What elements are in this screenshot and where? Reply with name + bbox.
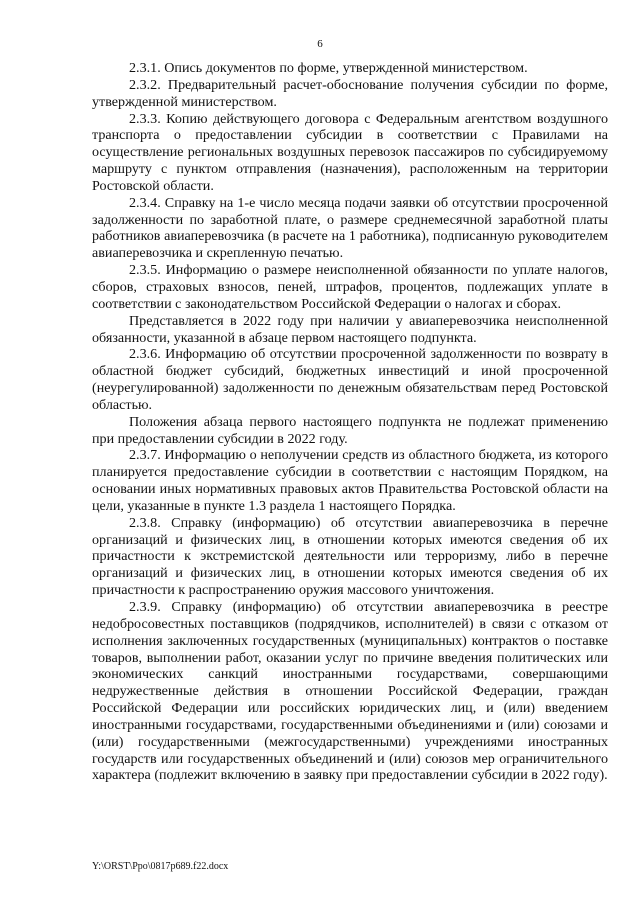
paragraph-2-3-4: 2.3.4. Справку на 1-е число месяца подачи заявки об отсутствии просроченной задолженности по заработной плате, о размере среднемесячной заработной платы работников авиаперевозчика (в расчете на 1 работника), подписанную руководителем авиаперевозчика и скрепленную печатью.	[92, 194, 608, 262]
paragraph-2-3-3: 2.3.3. Копию действующего договора с Федеральным агентством воздушного транспорта о предоставлении субсидии в соответствии с Правилами на осуществление региональных воздушных перевозок пассажиров по субсидируемому маршруту с пунктом отправления (назначения), расположенным на территории Ростовской области.	[92, 110, 608, 194]
paragraph-2-3-5: 2.3.5. Информацию о размере неисполненной обязанности по уплате налогов, сборов, страховых взносов, пеней, штрафов, процентов, подлежащих уплате в соответствии с законодательством Российской Федерации о налогах и сборах.	[92, 262, 608, 312]
paragraph-2-3-1: 2.3.1. Опись документов по форме, утвержденной министерством.	[129, 60, 528, 76]
paragraph-2-3-6-note: Положения абзаца первого настоящего подпункта не подлежат применению при предоставлении субсидии в 2022 году.	[92, 413, 608, 447]
paragraph-2-3-5-note: Представляется в 2022 году при наличии у авиаперевозчика неисполненной обязанности, указанной в абзаце первом настоящего подпункта.	[92, 312, 608, 346]
document-body	[92, 60, 608, 784]
paragraph-2-3-9: 2.3.9. Справку (информацию) об отсутствии авиаперевозчика в реестре недобросовестных поставщиков (подрядчиков, исполнителей) в связи с отказом от исполнения заключенных государственных (муниципальных) контрактов о поставке товаров, выполнении работ, оказании услуг по причине введения политических или экономических санкций иностранными государствами, совершающими недружественные действия в отношении Российской Федерации, граждан Российской Федерации или российских юридических лиц, и (или) введением иностранными государствами, государственными объединениями и (или) союзами и (или) государственными (межгосударственными) учреждениями иностранных государств или государственных объединений и (или) союзов мер ограничительного характера (подлежит включению в заявку при предоставлении субсидии в 2022 году).	[92, 599, 608, 784]
paragraph-2-3-6: 2.3.6. Информацию об отсутствии просроченной задолженности по возврату в областной бюджет субсидий, бюджетных инвестиций и иной просроченной (неурегулированной) задолженности по денежным обязательствам перед Ростовской областью.	[92, 346, 608, 413]
paragraph-2-3-2: 2.3.2. Предварительный расчет-обоснование получения субсидии по форме, утвержденной министерством.	[92, 76, 608, 110]
file-path-footer: Y:\ORST\Ppo\0817p689.f22.docx	[92, 861, 229, 872]
paragraph-2-3-8: 2.3.8. Справку (информацию) об отсутствии авиаперевозчика в перечне организаций и физических лиц, в отношении которых имеются сведения об их причастности к экстремистской деятельности или терроризму, либо в перечне организаций и физических лиц, в отношении которых имеются сведения об их причастности к распространению оружия массового уничтожения.	[92, 514, 608, 599]
page-number: 6	[317, 38, 323, 50]
paragraph-2-3-7: 2.3.7. Информацию о неполучении средств из областного бюджета, из которого планируется предоставление субсидии в соответствии с настоящим Порядком, на основании иных нормативных правовых актов Правительства Ростовской области на цели, указанные в пункте 1.3 раздела 1 настоящего Порядка.	[92, 447, 608, 514]
